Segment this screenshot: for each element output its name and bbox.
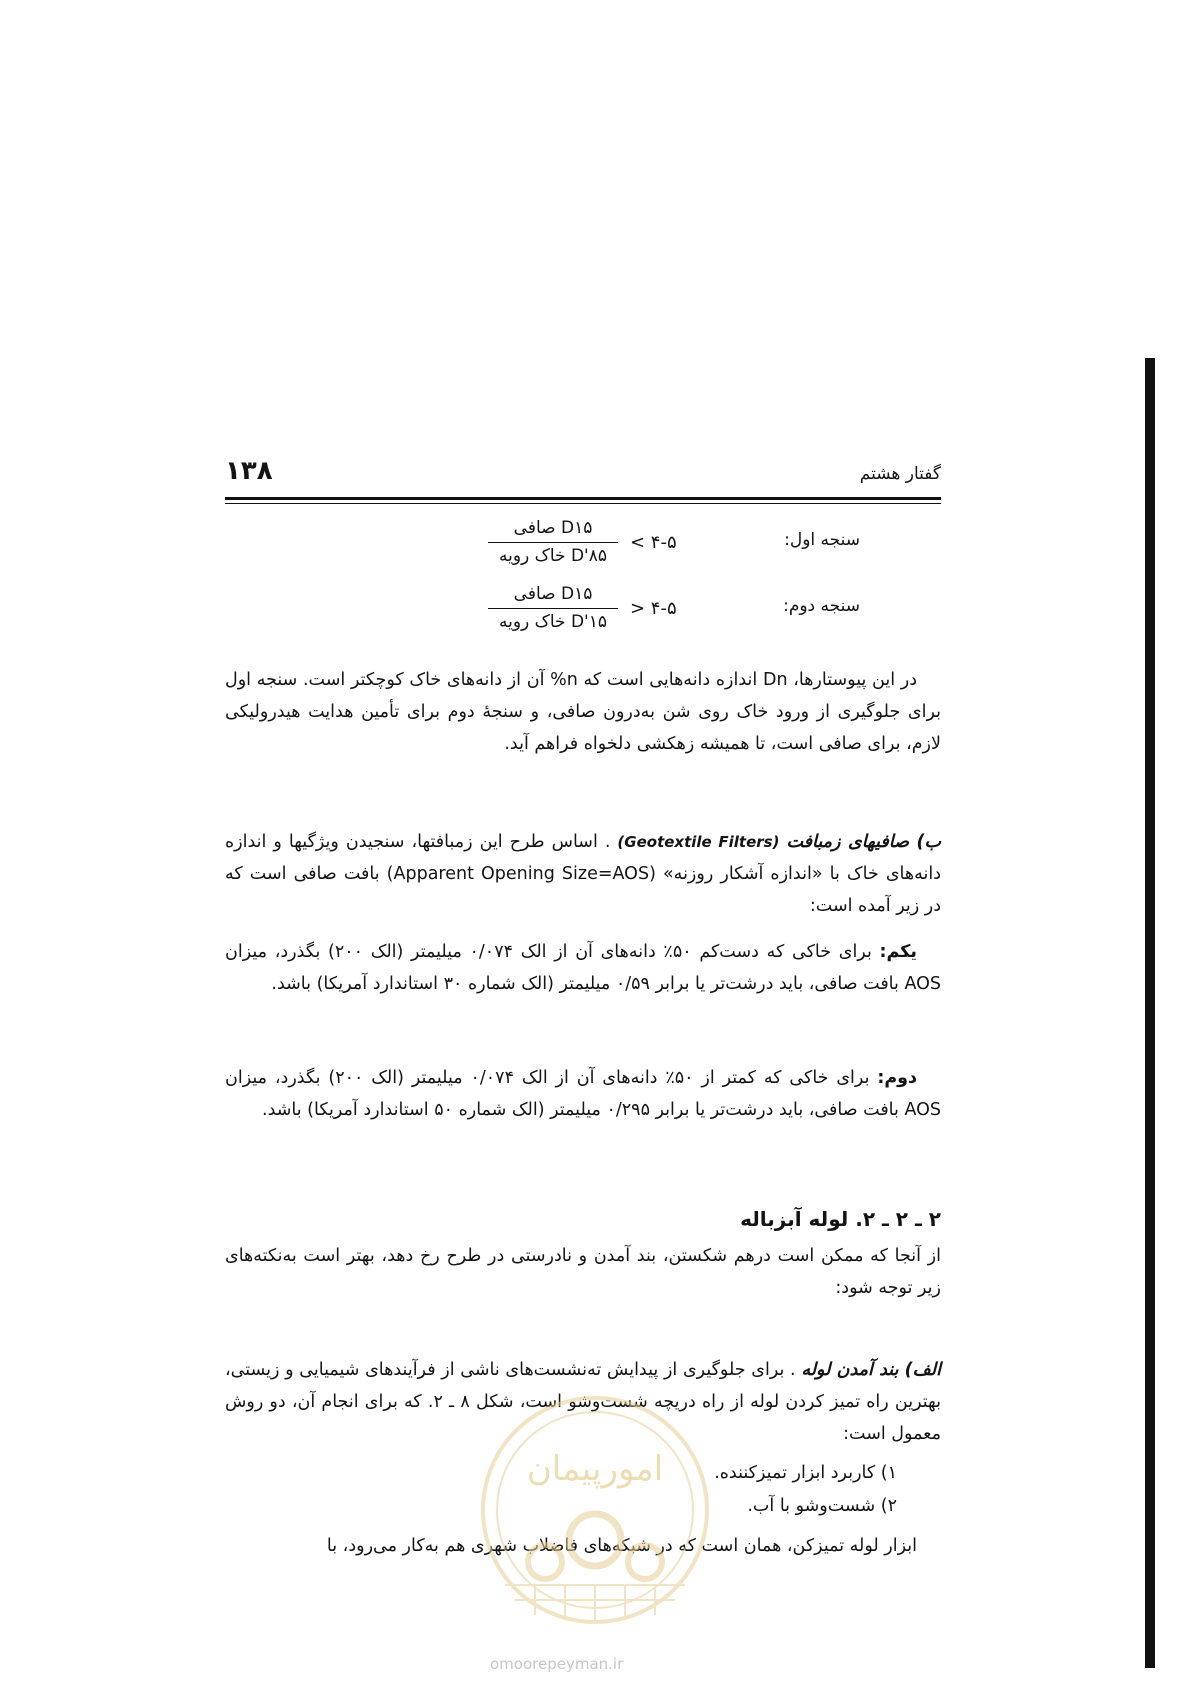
paragraph-tools: ابزار لوله تمیزکن، همان است که در شبکه‌های فاضلاب شهری هم به‌کار می‌رود، با xyxy=(326,1536,917,1556)
criterion-one-numerator: D۱۵ صافی xyxy=(513,518,593,538)
page-number: ۱۳۸ xyxy=(225,456,273,486)
rule-two-runin: دوم: xyxy=(877,1068,918,1088)
section-heading: ۲ ـ ۲ ـ ۲. لوله آبزباله xyxy=(740,1207,941,1231)
chapter-title: گفتار هشتم xyxy=(859,464,941,484)
page-header xyxy=(225,456,941,496)
criterion-one-label: سنجه اول: xyxy=(784,530,860,550)
seal-lettering: امورپیمان xyxy=(526,1449,664,1489)
clogging-text: . برای جلوگیری از پیدایش ته‌نشست‌های ناشی از فرآیندهای شیمیایی و زیستی، بهترین راه تمیز کردن لوله از راه دریچه شست‌وشو است، شکل ۸ ـ ۲. که برای انجام آن، دو روش معمول است: xyxy=(225,1360,941,1444)
geotextile-latin-term: (Geotextile Filters) xyxy=(617,833,780,851)
geotextile-runin-heading: ب) صافیهای زمبافت xyxy=(786,832,941,852)
clogging-runin-heading: الف) بند آمدن لوله xyxy=(801,1360,941,1380)
paragraph-rule-one xyxy=(225,936,941,1000)
rule-two-text: برای خاکی که کمتر از ۵۰٪ دانه‌های آن از الک ۰/۰۷۴ میلیمتر (الک ۲۰۰) بگذرد، میزان AOS بافت صافی، باید درشت‌تر یا برابر ۰/۲۹۵ میلیمتر (الک شماره ۵۰ استاندارد آمریکا) باشد. xyxy=(225,1068,941,1120)
criterion-one-denominator: D'۸۵ خاک رویه xyxy=(488,542,618,566)
rule-one-runin: یکم: xyxy=(879,942,918,962)
criterion-two-denominator: D'۱۵ خاک رویه xyxy=(488,608,618,632)
publisher-seal-watermark xyxy=(475,1390,715,1630)
criterion-two xyxy=(470,584,860,640)
header-rule-thick xyxy=(225,497,941,500)
right-edge-bar xyxy=(1145,358,1155,1668)
header-rule-thin xyxy=(225,503,941,504)
watermark-url: omoorepeyman.ir xyxy=(490,1655,624,1673)
paragraph-geotextile xyxy=(225,826,941,922)
criterion-one-relation: < ۴-۵ xyxy=(630,532,677,553)
criterion-one-fraction xyxy=(488,518,618,566)
paragraph-rule-two xyxy=(225,1062,941,1126)
criterion-one xyxy=(470,518,860,574)
method-item-two: ۲) شست‌وشو با آب. xyxy=(747,1496,897,1516)
criterion-two-numerator: D۱۵ صافی xyxy=(513,584,593,604)
method-item-one: ۱) کاربرد ابزار تمیزکننده. xyxy=(714,1463,897,1483)
geotextile-text: . اساس طرح این زمبافتها، سنجیدن ویژگیها و اندازه دانه‌های خاک با «اندازه آشکار روزنه» (Apparent Opening Size=AOS) بافت صافی است که در زیر آمده است: xyxy=(225,832,941,916)
paragraph-intro: از آنجا که ممکن است درهم شکستن، بند آمدن و نادرستی در طرح رخ دهد، بهتر است به‌نکته‌های زیر توجه شود: xyxy=(225,1246,941,1298)
rule-one-text: برای خاکی که دست‌کم ۵۰٪ دانه‌های آن از الک ۰/۰۷۴ میلیمتر (الک ۲۰۰) بگذرد، میزان AOS بافت صافی، باید درشت‌تر یا برابر ۰/۵۹ میلیمتر (الک شماره ۳۰ استاندارد آمریکا) باشد. xyxy=(225,942,941,994)
criterion-two-label: سنجه دوم: xyxy=(783,596,860,616)
criterion-two-fraction xyxy=(488,584,618,632)
paragraph-definition: در این پیوستارها، Dn اندازه دانه‌هایی است که n% آن از دانه‌های خاک کوچکتر است. سنجه اول برای جلوگیری از ورود خاک روی شن به‌درون صافی، و سنجهٔ دوم برای تأمین هدایت هیدرولیکی لازم، برای صافی است، تا همیشه زهکشی دلخواه فراهم آید. xyxy=(225,670,941,754)
criterion-two-relation: > ۴-۵ xyxy=(630,598,677,619)
